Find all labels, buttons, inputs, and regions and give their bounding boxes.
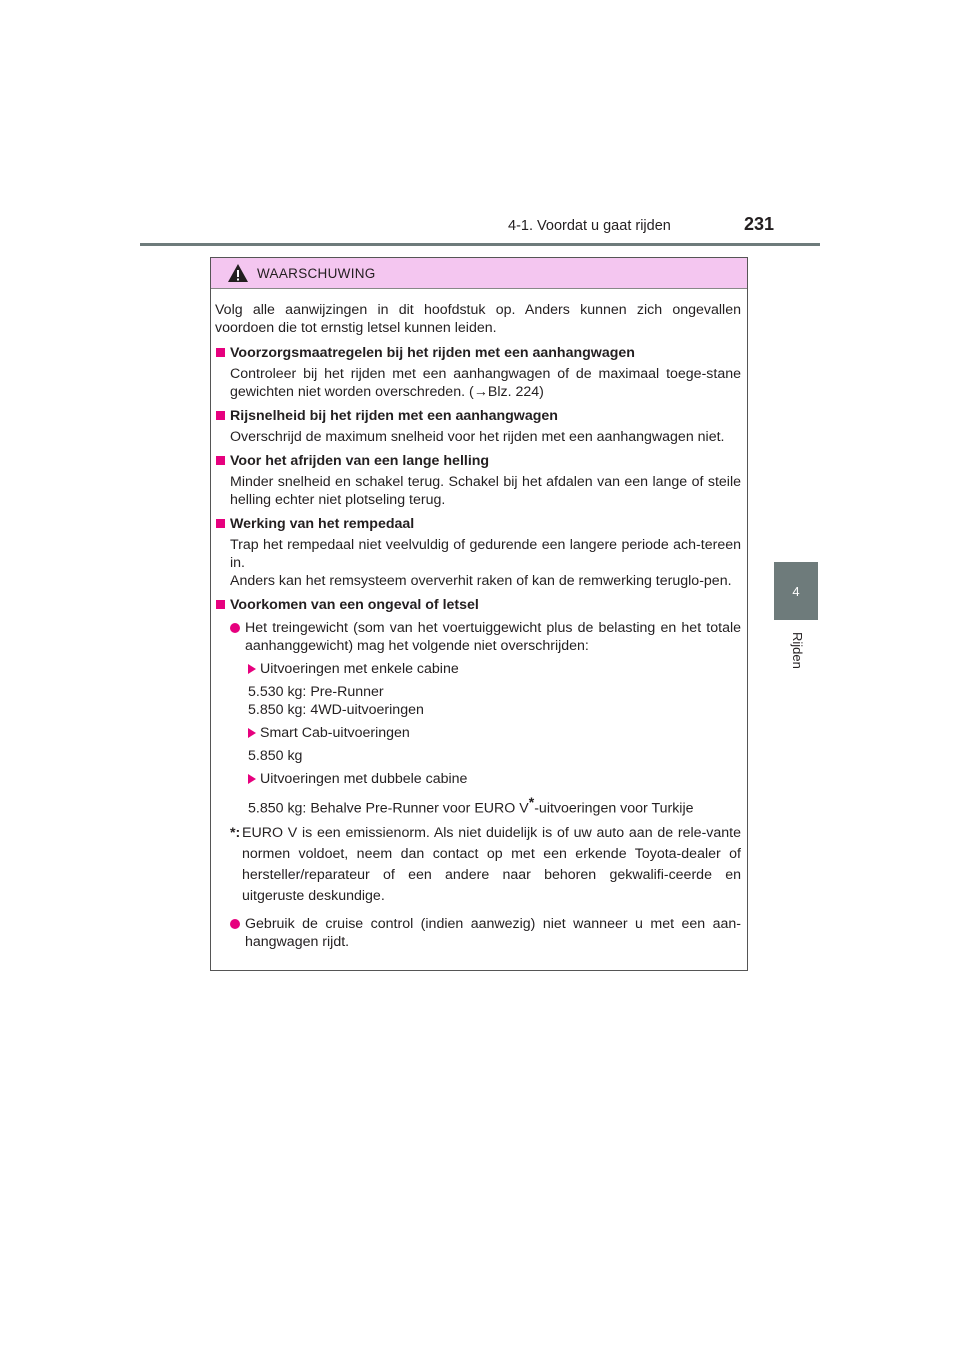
variant-values: 5.850 kg: Behalve Pre-Runner voor EURO V*-uitvoeringen voor Turkije (248, 794, 694, 817)
section-body: Trap het rempedaal niet veelvuldig of gedurende een langere periode ach-tereen in. (230, 537, 741, 571)
circle-bullet-icon (230, 919, 240, 929)
list-item: Gebruik de cruise control (indien aanwezig) niet wanneer u met een aan-hangwagen rijdt. (215, 915, 741, 951)
triangle-right-icon (248, 664, 256, 674)
variant-values: 5.850 kg (248, 748, 303, 764)
square-bullet-icon (216, 519, 225, 528)
warning-triangle-icon (227, 263, 249, 283)
chapter-tab: 4 (774, 562, 818, 620)
section-body: Anders kan het remsysteem oververhit raken of kan de remwerking teruglo-pen. (230, 573, 732, 589)
warning-body (211, 289, 747, 951)
section-body: Minder snelheid en schakel terug. Schakel bij het afdalen van een lange of steile helling echter niet plotseling terug. (230, 474, 741, 508)
triangle-right-icon (248, 774, 256, 784)
warning-header (211, 258, 747, 289)
header-divider (140, 243, 820, 246)
triangle-right-icon (248, 728, 256, 738)
chapter-label: Rijden (790, 632, 805, 669)
warning-intro: Volg alle aanwijzingen in dit hoofdstuk op. Anders kunnen zich ongevallen voordoen die tot ernstig letsel kunnen leiden. (215, 302, 741, 336)
variant-heading: Uitvoeringen met dubbele cabine (215, 770, 741, 788)
footnote: *: EURO V is een emissienorm. Als niet duidelijk is of uw auto aan de rele-vante normen voldoet, neem dan contact op met een erkende Toyota-dealer of hersteller/reparateur of een andere naar behoren gekwalifi-ceerde en uitgeruste deskundige. (230, 824, 741, 904)
section-heading: Voorkomen van een ongeval of letsel (215, 596, 741, 614)
section-title: 4-1. Voordat u gaat rijden (508, 218, 671, 234)
circle-bullet-icon (230, 623, 240, 633)
square-bullet-icon (216, 456, 225, 465)
square-bullet-icon (216, 411, 225, 420)
section-heading: Werking van het rempedaal (215, 515, 741, 533)
section-heading: Voor het afrijden van een lange helling (215, 452, 741, 470)
section-body: Controleer bij het rijden met een aanhangwagen of de maximaal toege-stane gewichten niet worden overschreden. (→Blz. 224) (230, 366, 741, 400)
page-number: 231 (744, 214, 775, 234)
list-item: Het treingewicht (som van het voertuiggewicht plus de belasting en het totale aanhanggewicht) mag het volgende niet overschrijden: (215, 619, 741, 655)
warning-title: WAARSCHUWING (257, 265, 376, 281)
square-bullet-icon (216, 600, 225, 609)
square-bullet-icon (216, 348, 225, 357)
section-heading: Voorzorgsmaatregelen bij het rijden met een aanhangwagen (215, 344, 741, 362)
section-body: Overschrijd de maximum snelheid voor het rijden met een aanhangwagen niet. (230, 429, 725, 445)
warning-box (210, 257, 748, 971)
variant-values: 5.530 kg: Pre-Runner 5.850 kg: 4WD-uitvoeringen (248, 684, 424, 718)
variant-heading: Uitvoeringen met enkele cabine (215, 660, 741, 678)
section-heading: Rijsnelheid bij het rijden met een aanhangwagen (215, 407, 741, 425)
variant-heading: Smart Cab-uitvoeringen (215, 724, 741, 742)
